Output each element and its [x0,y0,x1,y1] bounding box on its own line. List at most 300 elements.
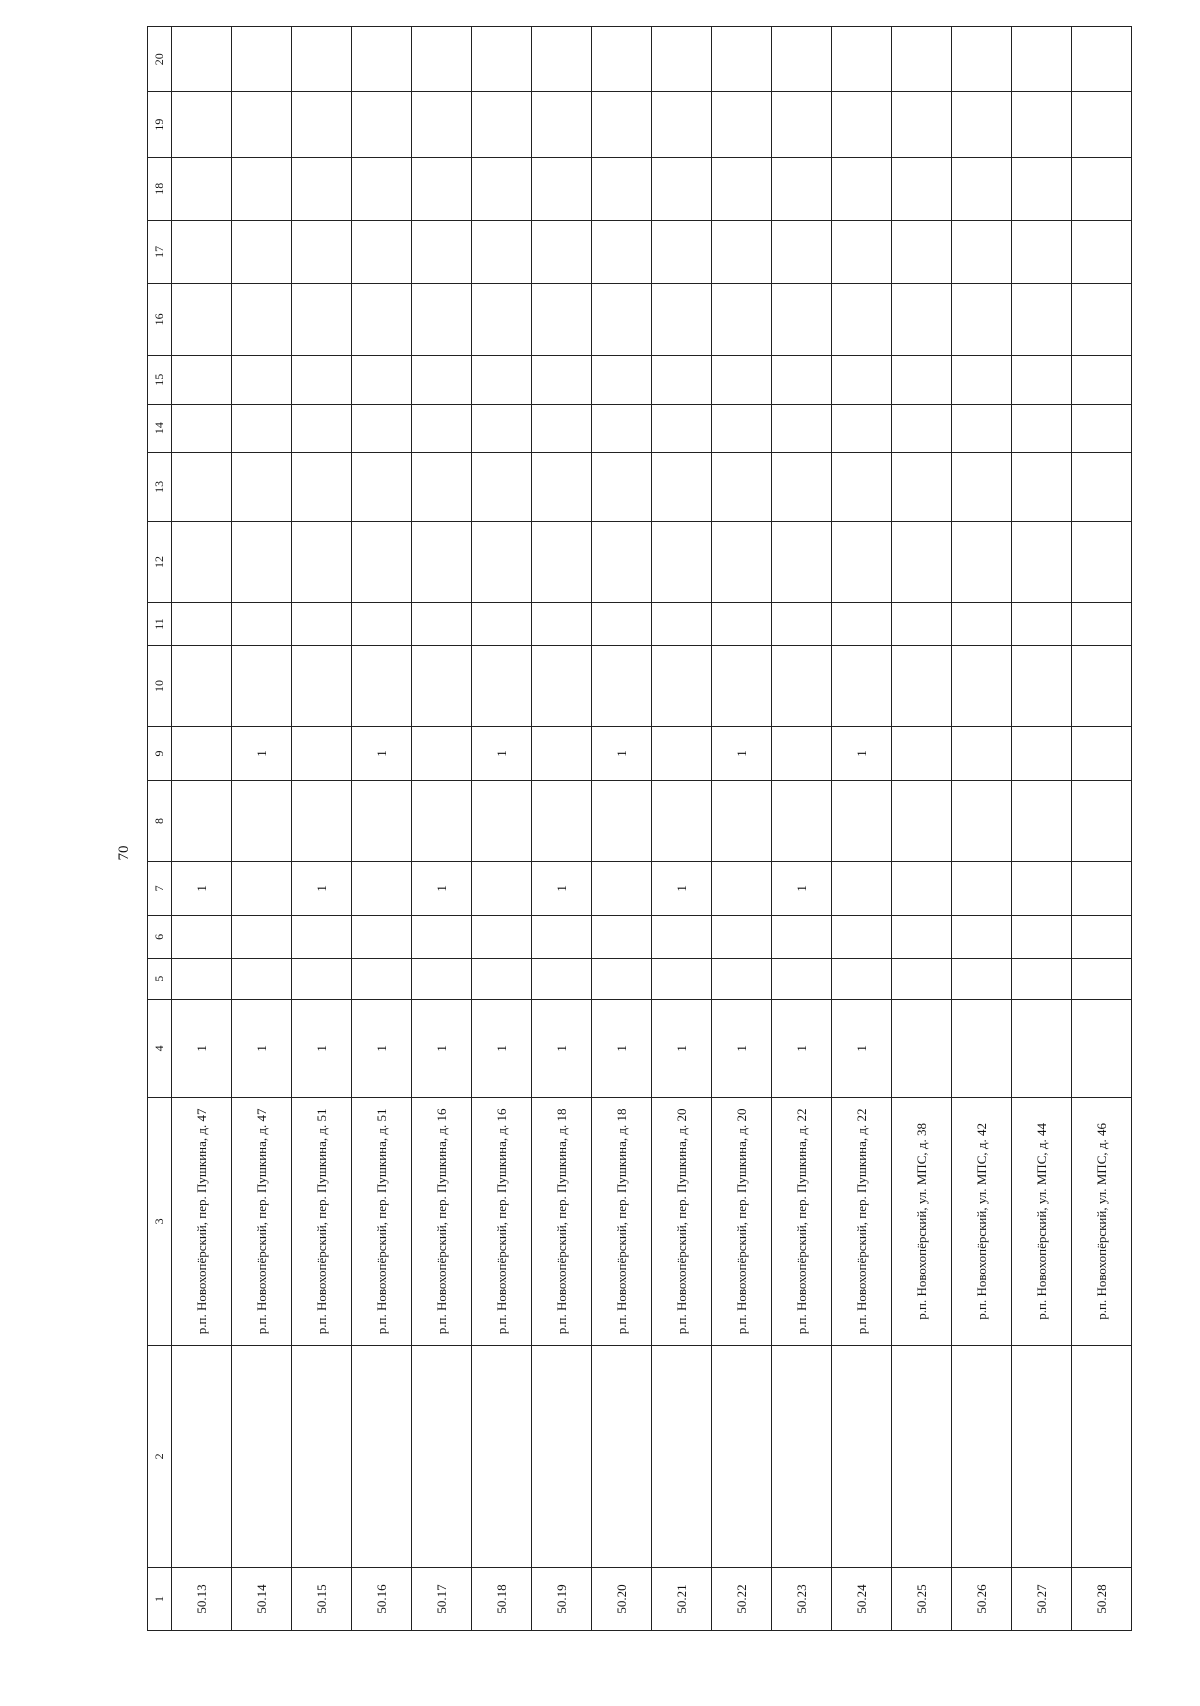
table-row [1012,27,1072,1631]
empty-cell [472,916,532,958]
column-header-18: 18 [148,157,172,220]
empty-cell [712,220,772,283]
empty-cell [1012,1345,1072,1567]
empty-cell [772,283,832,355]
header-row [148,27,172,1631]
empty-cell [712,916,772,958]
empty-cell [1072,916,1132,958]
cell-col-9 [772,726,832,780]
empty-cell [652,404,712,452]
empty-cell [1072,958,1132,999]
empty-cell [832,355,892,404]
row-number: 50.27 [1012,1567,1072,1630]
empty-cell [292,27,352,92]
empty-cell [352,602,412,646]
cell-col-9 [532,726,592,780]
table-row [1072,27,1132,1631]
empty-cell [892,355,952,404]
empty-cell [352,27,412,92]
empty-cell [232,1345,292,1567]
empty-cell [652,92,712,157]
row-number: 50.19 [532,1567,592,1630]
empty-cell [712,283,772,355]
cell-col-9 [292,726,352,780]
empty-cell [472,1345,532,1567]
empty-cell [232,452,292,522]
empty-cell [652,916,712,958]
column-header-10: 10 [148,646,172,727]
cell-col-4: 1 [592,999,652,1097]
empty-cell [952,1345,1012,1567]
empty-cell [352,958,412,999]
empty-cell [172,1345,232,1567]
empty-cell [292,283,352,355]
empty-cell [352,92,412,157]
empty-cell [772,452,832,522]
empty-cell [652,27,712,92]
empty-cell [172,220,232,283]
rotated-table-wrapper [147,26,1109,1631]
empty-cell [412,355,472,404]
empty-cell [172,958,232,999]
row-address: р.п. Новохопёрский, пер. Пушкина, д. 22 [832,1097,892,1345]
column-header-5: 5 [148,958,172,999]
empty-cell [952,781,1012,862]
empty-cell [352,452,412,522]
empty-cell [412,781,472,862]
empty-cell [1012,404,1072,452]
empty-cell [712,1345,772,1567]
empty-cell [472,646,532,727]
empty-cell [892,27,952,92]
empty-cell [232,157,292,220]
row-number: 50.20 [592,1567,652,1630]
empty-cell [292,522,352,603]
row-address: р.п. Новохопёрский, пер. Пушкина, д. 47 [232,1097,292,1345]
row-address: р.п. Новохопёрский, пер. Пушкина, д. 22 [772,1097,832,1345]
cell-col-9 [1072,726,1132,780]
empty-cell [592,916,652,958]
empty-cell [172,781,232,862]
empty-cell [712,781,772,862]
column-header-19: 19 [148,92,172,157]
empty-cell [172,916,232,958]
empty-cell [472,522,532,603]
column-header-2: 2 [148,1345,172,1567]
cell-col-4: 1 [652,999,712,1097]
empty-cell [292,452,352,522]
row-number: 50.21 [652,1567,712,1630]
empty-cell [952,92,1012,157]
empty-cell [652,522,712,603]
empty-cell [532,404,592,452]
empty-cell [832,781,892,862]
row-address: р.п. Новохопёрский, пер. Пушкина, д. 18 [532,1097,592,1345]
empty-cell [1012,27,1072,92]
empty-cell [772,27,832,92]
cell-col-9 [172,726,232,780]
empty-cell [1072,220,1132,283]
empty-cell [232,355,292,404]
empty-cell [232,92,292,157]
row-address: р.п. Новохопёрский, ул. МПС, д. 44 [1012,1097,1072,1345]
empty-cell [1072,283,1132,355]
empty-cell [1072,452,1132,522]
empty-cell [352,1345,412,1567]
empty-cell [232,404,292,452]
empty-cell [712,404,772,452]
table-body [148,27,1132,1631]
table-row [772,27,832,1631]
empty-cell [772,646,832,727]
empty-cell [292,781,352,862]
empty-cell [412,404,472,452]
cell-col-9 [412,726,472,780]
empty-cell [712,27,772,92]
empty-cell [1012,958,1072,999]
column-header-11: 11 [148,602,172,646]
empty-cell [592,355,652,404]
empty-cell [412,916,472,958]
cell-col-7 [472,861,532,915]
empty-cell [1012,522,1072,603]
empty-cell [892,404,952,452]
empty-cell [592,157,652,220]
empty-cell [952,157,1012,220]
empty-cell [652,452,712,522]
empty-cell [352,522,412,603]
empty-cell [1072,92,1132,157]
empty-cell [772,602,832,646]
empty-cell [472,452,532,522]
empty-cell [592,602,652,646]
empty-cell [292,958,352,999]
column-header-16: 16 [148,283,172,355]
empty-cell [352,646,412,727]
empty-cell [892,916,952,958]
column-header-9: 9 [148,726,172,780]
empty-cell [532,602,592,646]
empty-cell [412,220,472,283]
empty-cell [772,220,832,283]
empty-cell [952,958,1012,999]
cell-col-9: 1 [712,726,772,780]
empty-cell [172,157,232,220]
empty-cell [892,92,952,157]
empty-cell [1072,522,1132,603]
row-number: 50.14 [232,1567,292,1630]
table-row [532,27,592,1631]
empty-cell [232,646,292,727]
empty-cell [832,157,892,220]
empty-cell [1012,157,1072,220]
empty-cell [652,283,712,355]
empty-cell [172,522,232,603]
empty-cell [232,283,292,355]
table-row [952,27,1012,1631]
empty-cell [772,404,832,452]
empty-cell [1072,157,1132,220]
column-header-7: 7 [148,861,172,915]
empty-cell [292,404,352,452]
empty-cell [1072,355,1132,404]
empty-cell [472,404,532,452]
cell-col-7: 1 [292,861,352,915]
empty-cell [172,646,232,727]
table-row [412,27,472,1631]
cell-col-4 [1012,999,1072,1097]
table-row [592,27,652,1631]
empty-cell [712,355,772,404]
empty-cell [232,958,292,999]
row-address: р.п. Новохопёрский, пер. Пушкина, д. 20 [652,1097,712,1345]
empty-cell [592,220,652,283]
table-row [712,27,772,1631]
cell-col-4 [952,999,1012,1097]
row-number: 50.28 [1072,1567,1132,1630]
row-number: 50.16 [352,1567,412,1630]
table-row [832,27,892,1631]
cell-col-9 [652,726,712,780]
empty-cell [532,27,592,92]
cell-col-7 [352,861,412,915]
empty-cell [232,27,292,92]
row-address: р.п. Новохопёрский, пер. Пушкина, д. 18 [592,1097,652,1345]
cell-col-4: 1 [232,999,292,1097]
empty-cell [592,781,652,862]
empty-cell [892,452,952,522]
column-header-12: 12 [148,522,172,603]
empty-cell [832,916,892,958]
empty-cell [952,220,1012,283]
cell-col-4: 1 [292,999,352,1097]
table-row [232,27,292,1631]
empty-cell [292,916,352,958]
empty-cell [712,646,772,727]
row-address: р.п. Новохопёрский, пер. Пушкина, д. 16 [472,1097,532,1345]
empty-cell [832,92,892,157]
empty-cell [292,92,352,157]
empty-cell [832,646,892,727]
empty-cell [472,602,532,646]
row-address: р.п. Новохопёрский, пер. Пушкина, д. 51 [292,1097,352,1345]
empty-cell [952,646,1012,727]
cell-col-9: 1 [232,726,292,780]
empty-cell [172,404,232,452]
table-row [472,27,532,1631]
cell-col-7 [712,861,772,915]
cell-col-7 [1012,861,1072,915]
cell-col-9 [892,726,952,780]
empty-cell [892,220,952,283]
column-header-8: 8 [148,781,172,862]
empty-cell [292,646,352,727]
empty-cell [832,283,892,355]
table-row [652,27,712,1631]
row-address: р.п. Новохопёрский, пер. Пушкина, д. 47 [172,1097,232,1345]
empty-cell [532,452,592,522]
empty-cell [532,157,592,220]
row-number: 50.18 [472,1567,532,1630]
cell-col-7: 1 [772,861,832,915]
row-number: 50.15 [292,1567,352,1630]
empty-cell [652,220,712,283]
empty-cell [592,1345,652,1567]
empty-cell [352,157,412,220]
empty-cell [352,355,412,404]
row-number: 50.13 [172,1567,232,1630]
empty-cell [1012,92,1072,157]
empty-cell [772,157,832,220]
empty-cell [592,404,652,452]
empty-cell [532,522,592,603]
empty-cell [712,602,772,646]
column-header-15: 15 [148,355,172,404]
empty-cell [532,916,592,958]
table-row [892,27,952,1631]
empty-cell [952,916,1012,958]
cell-col-7 [952,861,1012,915]
empty-cell [952,283,1012,355]
cell-col-4 [1072,999,1132,1097]
empty-cell [1012,452,1072,522]
cell-col-4: 1 [532,999,592,1097]
empty-cell [952,602,1012,646]
empty-cell [412,92,472,157]
row-address: р.п. Новохопёрский, пер. Пушкина, д. 51 [352,1097,412,1345]
empty-cell [412,283,472,355]
column-header-6: 6 [148,916,172,958]
register-table [147,26,1132,1631]
empty-cell [952,522,1012,603]
empty-cell [712,958,772,999]
cell-col-7 [892,861,952,915]
empty-cell [532,92,592,157]
row-number: 50.24 [832,1567,892,1630]
empty-cell [892,646,952,727]
empty-cell [352,220,412,283]
empty-cell [892,157,952,220]
empty-cell [592,283,652,355]
empty-cell [952,452,1012,522]
row-number: 50.25 [892,1567,952,1630]
empty-cell [772,1345,832,1567]
empty-cell [1072,646,1132,727]
empty-cell [172,92,232,157]
cell-col-7 [1072,861,1132,915]
cell-col-4 [892,999,952,1097]
cell-col-9: 1 [352,726,412,780]
empty-cell [472,355,532,404]
empty-cell [592,958,652,999]
cell-col-4: 1 [472,999,532,1097]
cell-col-9 [952,726,1012,780]
row-number: 50.26 [952,1567,1012,1630]
empty-cell [472,157,532,220]
column-header-13: 13 [148,452,172,522]
column-header-3: 3 [148,1097,172,1345]
empty-cell [172,452,232,522]
cell-col-9: 1 [592,726,652,780]
empty-cell [652,355,712,404]
empty-cell [1012,602,1072,646]
column-header-1: 1 [148,1567,172,1630]
empty-cell [1012,355,1072,404]
empty-cell [892,602,952,646]
row-number: 50.23 [772,1567,832,1630]
empty-cell [232,916,292,958]
empty-cell [292,157,352,220]
row-address: р.п. Новохопёрский, пер. Пушкина, д. 16 [412,1097,472,1345]
empty-cell [1072,27,1132,92]
empty-cell [772,916,832,958]
empty-cell [1012,646,1072,727]
empty-cell [472,958,532,999]
empty-cell [172,602,232,646]
cell-col-4: 1 [412,999,472,1097]
empty-cell [1012,283,1072,355]
row-number: 50.22 [712,1567,772,1630]
row-address: р.п. Новохопёрский, ул. МПС, д. 46 [1072,1097,1132,1345]
cell-col-4: 1 [832,999,892,1097]
empty-cell [1072,781,1132,862]
empty-cell [472,27,532,92]
empty-cell [232,781,292,862]
cell-col-7: 1 [172,861,232,915]
empty-cell [412,646,472,727]
cell-col-4: 1 [352,999,412,1097]
empty-cell [772,958,832,999]
page-number: 70 [116,845,132,861]
empty-cell [292,1345,352,1567]
table-row [292,27,352,1631]
empty-cell [292,220,352,283]
empty-cell [532,283,592,355]
empty-cell [412,1345,472,1567]
cell-col-7: 1 [412,861,472,915]
empty-cell [832,220,892,283]
empty-cell [712,522,772,603]
empty-cell [952,404,1012,452]
cell-col-7 [592,861,652,915]
empty-cell [832,452,892,522]
empty-cell [832,1345,892,1567]
empty-cell [292,355,352,404]
empty-cell [772,92,832,157]
empty-cell [352,781,412,862]
empty-cell [832,27,892,92]
empty-cell [712,452,772,522]
column-header-4: 4 [148,999,172,1097]
empty-cell [712,157,772,220]
empty-cell [412,522,472,603]
empty-cell [1012,916,1072,958]
column-header-17: 17 [148,220,172,283]
empty-cell [412,157,472,220]
table-row [172,27,232,1631]
empty-cell [352,283,412,355]
empty-cell [952,355,1012,404]
empty-cell [412,452,472,522]
empty-cell [892,1345,952,1567]
empty-cell [292,602,352,646]
empty-cell [232,522,292,603]
empty-cell [892,781,952,862]
column-header-20: 20 [148,27,172,92]
column-header-14: 14 [148,404,172,452]
cell-col-4: 1 [712,999,772,1097]
empty-cell [1012,220,1072,283]
